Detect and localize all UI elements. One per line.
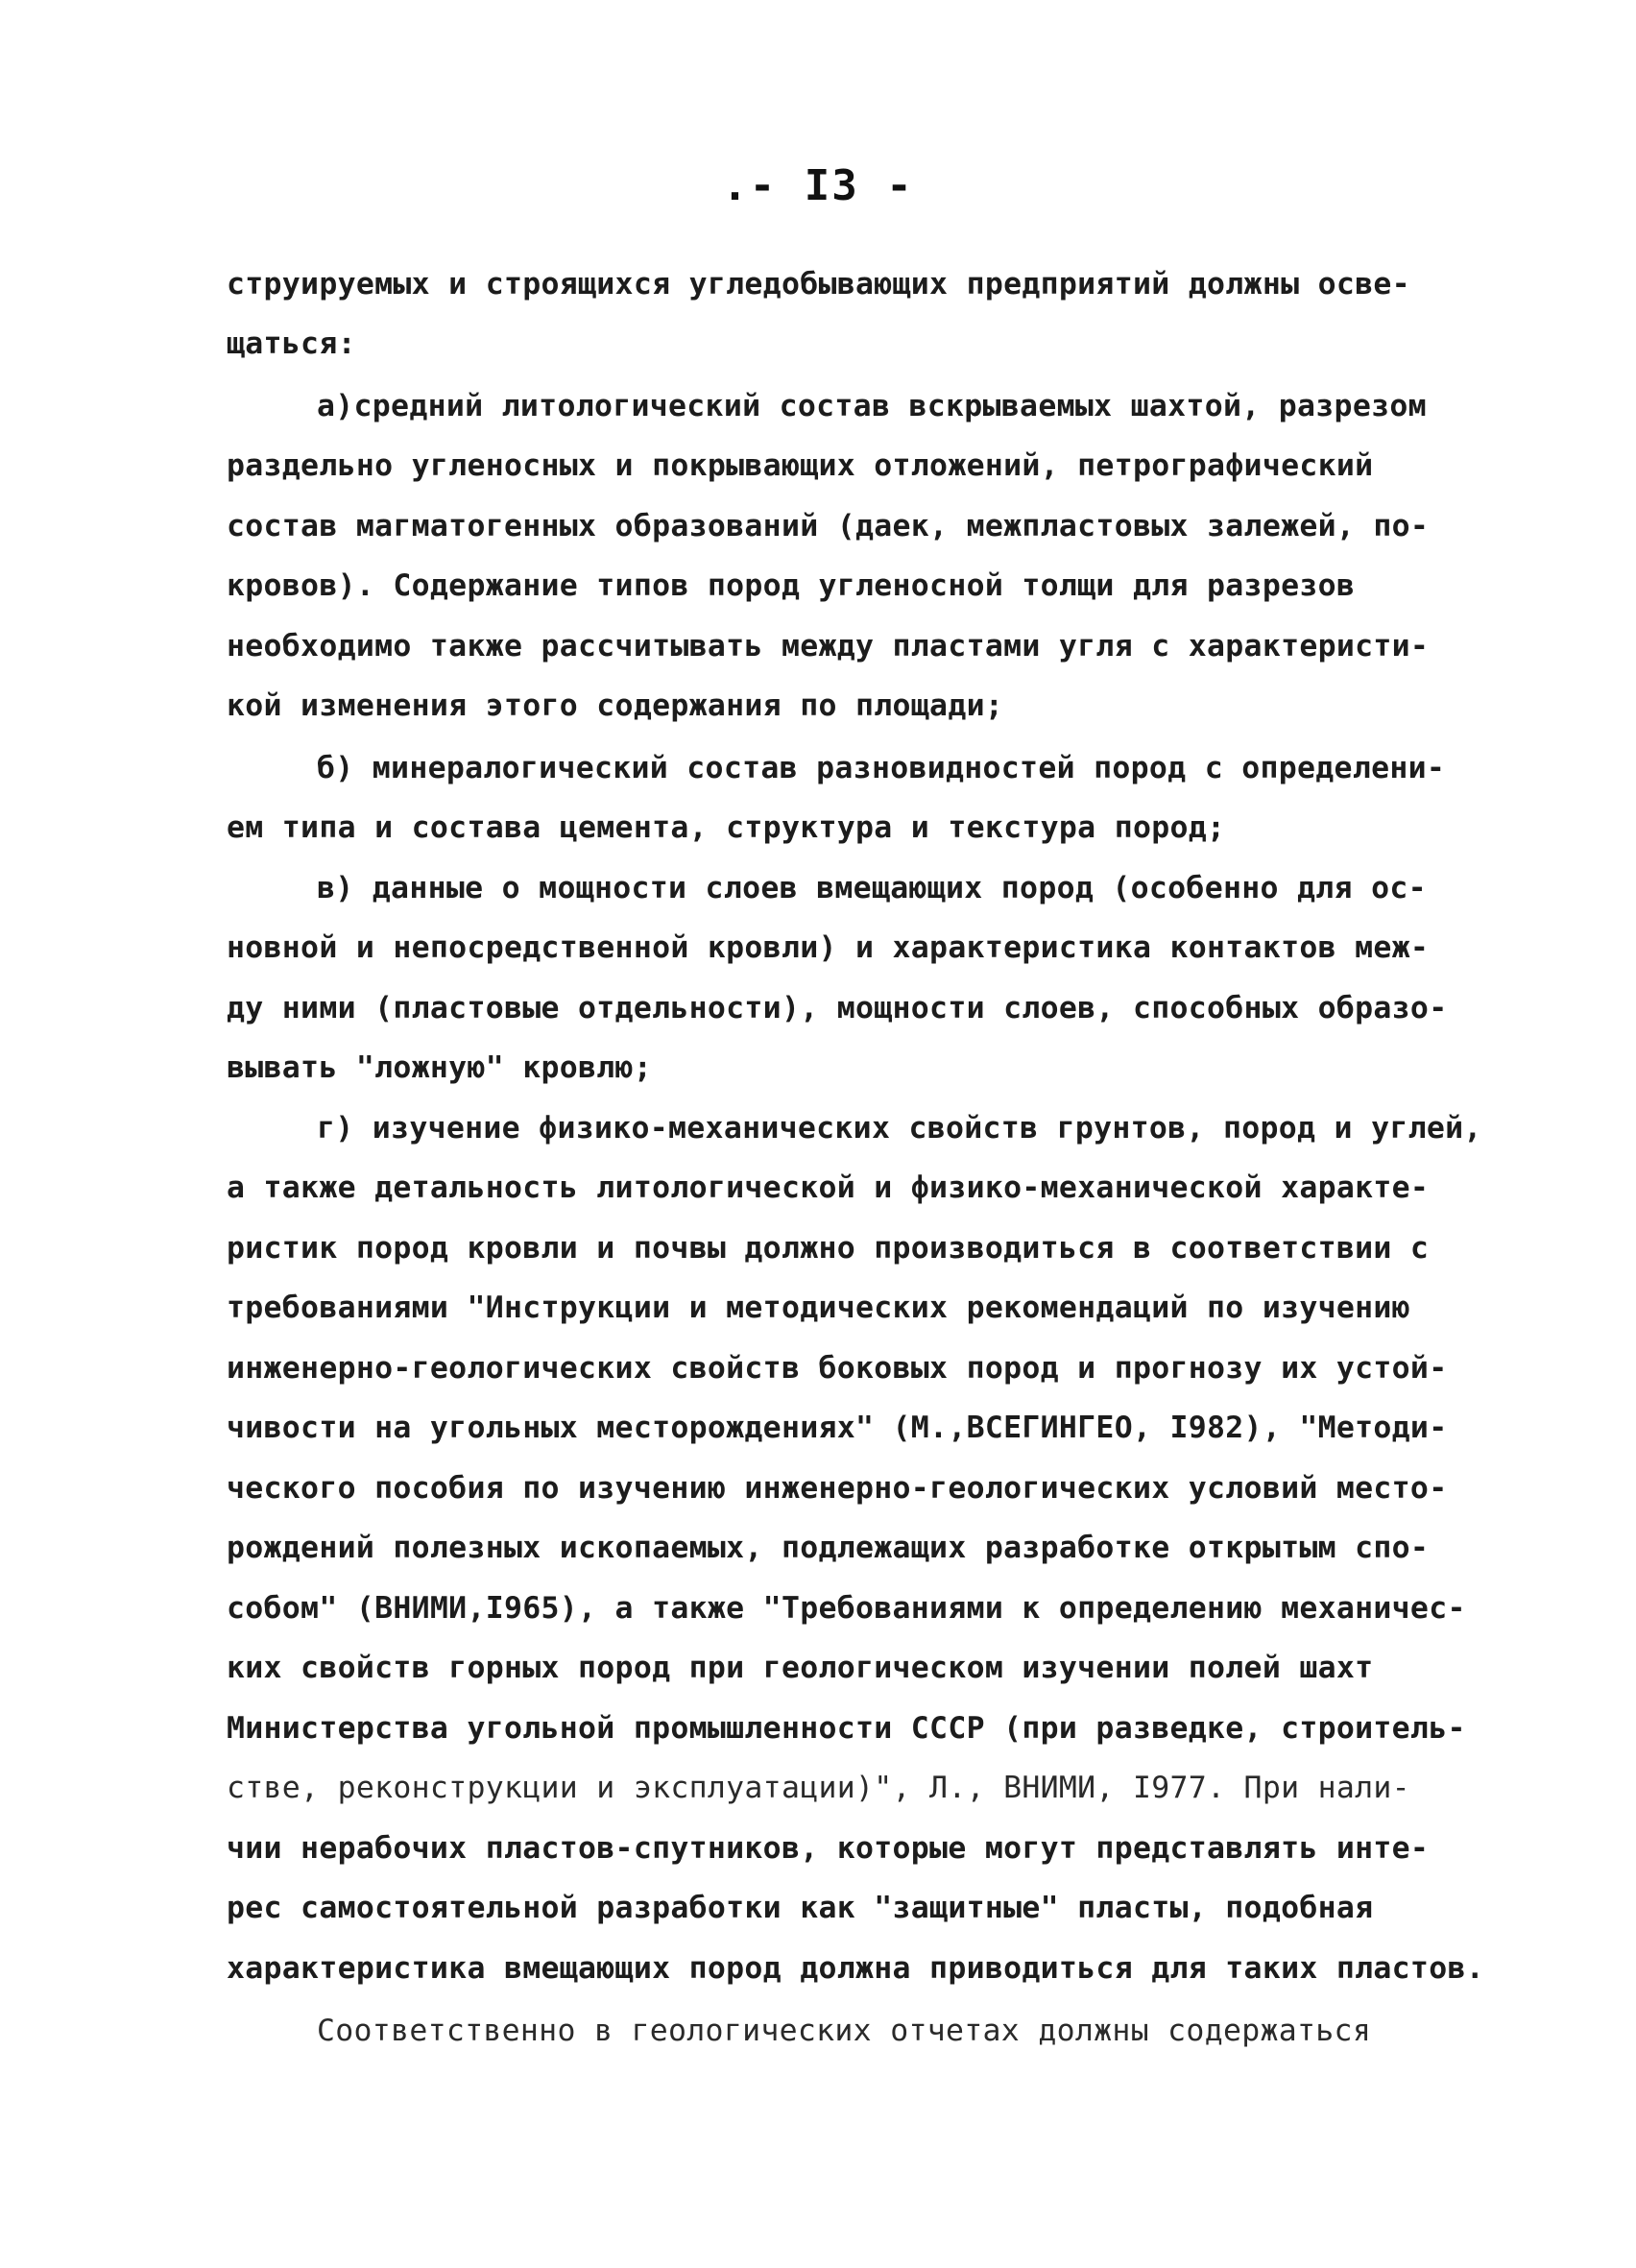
text-line: Министерства угольной промышленности СССР (при разведке, строитель- [227, 1711, 1466, 1746]
text-line: ристик пород кровли и почвы должно производиться в соответствии с [227, 1231, 1430, 1266]
text-line: ких свойств горных пород при геологическом изучении полей шахт [227, 1651, 1374, 1685]
text-line: состав магматогенных образований (даек, межпластовых залежей, по- [227, 509, 1430, 543]
text-line: б) минералогический состав разновидностей пород с определени- [317, 751, 1446, 785]
text-line: раздельно угленосных и покрывающих отложений, петрографический [227, 448, 1374, 483]
text-line: характеристика вмещающих пород должна приводиться для таких пластов. [227, 1951, 1484, 1986]
text-line: собом" (ВНИМИ,I965), а также "Требованиями к определению механичес- [227, 1591, 1466, 1626]
text-line: чии нерабочих пластов-спутников, которые могут представлять инте- [227, 1831, 1430, 1866]
text-line: в) данные о мощности слоев вмещающих пород (особенно для ос- [317, 871, 1427, 905]
text-line: рес самостоятельной разработки как "защитные" пласты, подобная [227, 1891, 1374, 1925]
text-line: а)средний литологический состав вскрываемых шахтой, разрезом [317, 389, 1427, 423]
text-line: инженерно-геологических свойств боковых пород и прогнозу их устой- [227, 1351, 1448, 1386]
page-number: .- I3 - [722, 161, 914, 210]
text-line: ческого пособия по изучению инженерно-геологических условий место- [227, 1471, 1448, 1506]
text-line: необходимо также рассчитывать между пластами угля с характеристи- [227, 629, 1430, 664]
text-line: ем типа и состава цемента, структура и текстура пород; [227, 810, 1226, 845]
text-line: кровов). Содержание типов пород угленосной толщи для разрезов [227, 568, 1356, 603]
text-line: кой изменения этого содержания по площади; [227, 688, 1004, 723]
text-line: новной и непосредственной кровли) и характеристика контактов меж- [227, 930, 1430, 965]
text-line: г) изучение физико-механических свойств грунтов, пород и углей, [317, 1111, 1482, 1146]
text-line: Соответственно в геологических отчетах должны содержаться [317, 2014, 1372, 2048]
text-line: стве, реконструкции и эксплуатации)", Л., ВНИМИ, I977. При нали- [227, 1771, 1410, 1805]
text-line: ду ними (пластовые отдельности), мощности слоев, способных образо- [227, 991, 1448, 1025]
text-line: рождений полезных ископаемых, подлежащих разработке открытым спо- [227, 1531, 1430, 1565]
text-line: щаться: [227, 326, 356, 361]
text-line: требованиями "Инструкции и методических рекомендаций по изучению [227, 1291, 1410, 1325]
text-line: вывать "ложную" кровлю; [227, 1050, 653, 1085]
text-line: чивости на угольных месторождениях" (М.,ВСЕГИНГЕО, I982), "Методи- [227, 1411, 1448, 1445]
text-line: а также детальность литологической и физико-механической характе- [227, 1170, 1430, 1205]
text-line: струируемых и строящихся угледобывающих предприятий должны осве- [227, 267, 1410, 302]
